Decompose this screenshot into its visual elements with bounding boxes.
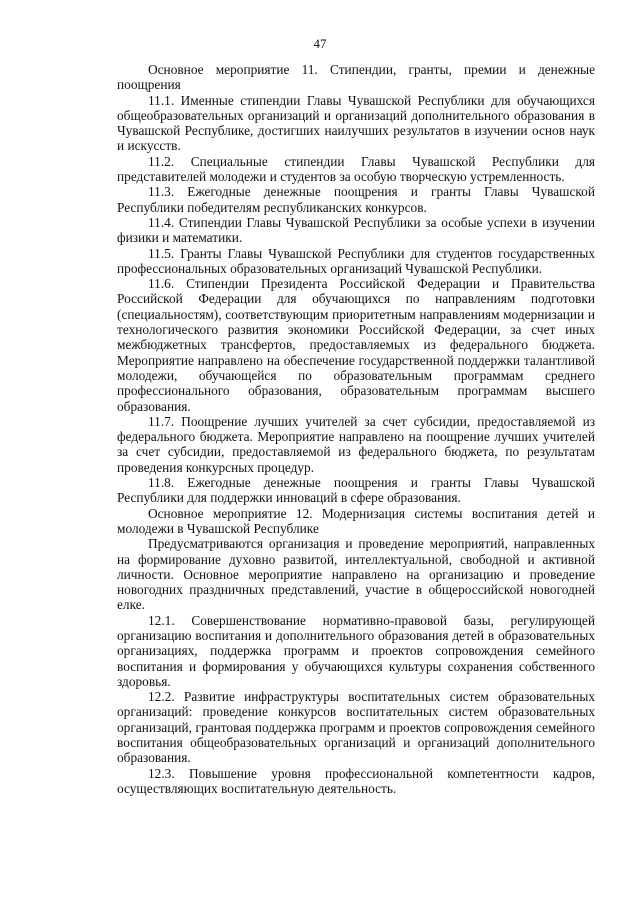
paragraph-11-4: 11.4. Стипендии Главы Чувашской Республики за особые успехи в изучении физики и математики. — [117, 214, 595, 246]
paragraph-11-7: 11.7. Поощрение лучших учителей за счет субсидии, предоставляемой из федерального бюджета. Мероприятие направлено на поощрение лучших учителей за счет субсидии, предоставляемой из федерального бюджета, по результатам проведения конкурсных процедур. — [117, 413, 595, 475]
page-number: 47 — [313, 36, 327, 51]
paragraph-11-6: 11.6. Стипендии Президента Российской Федерации и Правительства Российской Федерации для обучающихся по направлениям подготовки (специальностям), соответствующим приоритетным направлениям модернизации и технологического развития экономики Российской Федерации, за счет иных межбюджетных трансфертов, предоставляемых из федерального бюджета. Мероприятие направлено на обеспечение государственной поддержки талантливой молодежи, обучающейся по образовательным программам среднего профессионального образования, образовательным программам высшего образования. — [117, 276, 595, 414]
paragraph-11-1: 11.1. Именные стипендии Главы Чувашской Республики для обучающихся общеобразовательных организаций и организаций дополнительного образования в Чувашской Республике, достигших наилучших результатов в изучении основ наук и искусств. — [117, 92, 595, 154]
paragraph-12-3: 12.3. Повышение уровня профессиональной компетентности кадров, осуществляющих воспитательную деятельность. — [117, 765, 595, 796]
paragraph-12-intro: Предусматриваются организация и проведение мероприятий, направленных на формирование духовно развитой, интеллектуальной, свободной и активной личности. Основное мероприятие направлено на организацию и проведение новогодних праздничных представлений, участие в общероссийской новогодней елке. — [117, 536, 595, 613]
section-heading-11: Основное мероприятие 11. Стипендии, гранты, премии и денежные поощрения — [117, 62, 595, 93]
paragraph-11-8: 11.8. Ежегодные денежные поощрения и гранты Главы Чувашской Республики для поддержки инноваций в сфере образования. — [117, 475, 595, 506]
paragraph-11-2: 11.2. Специальные стипендии Главы Чувашской Республики для представителей молодежи и студентов за особую творческую устремленность. — [117, 153, 595, 185]
document-body — [117, 62, 595, 796]
paragraph-11-3: 11.3. Ежегодные денежные поощрения и гранты Главы Чувашской Республики победителям республиканских конкурсов. — [117, 184, 595, 215]
paragraph-12-1: 12.1. Совершенствование нормативно-правовой базы, регулирующей организацию воспитания и дополнительного образования детей в образовательных организациях, поддержка программ и проектов сопровождения семейного воспитания и формирования у обучающихся культуры сохранения собственного здоровья. — [117, 612, 595, 689]
paragraph-11-5: 11.5. Гранты Главы Чувашской Республики для студентов государственных профессиональных образовательных организаций Чувашской Республики. — [117, 245, 595, 276]
section-heading-12: Основное мероприятие 12. Модернизация системы воспитания детей и молодежи в Чувашской Республике — [117, 505, 595, 536]
paragraph-12-2: 12.2. Развитие инфраструктуры воспитательных систем образовательных организаций: проведение конкурсов воспитательных систем образовательных организаций, грантовая поддержка программ и проектов сопровождения семейного воспитания общеобразовательных организаций и организаций дополнительного образования. — [117, 689, 595, 766]
